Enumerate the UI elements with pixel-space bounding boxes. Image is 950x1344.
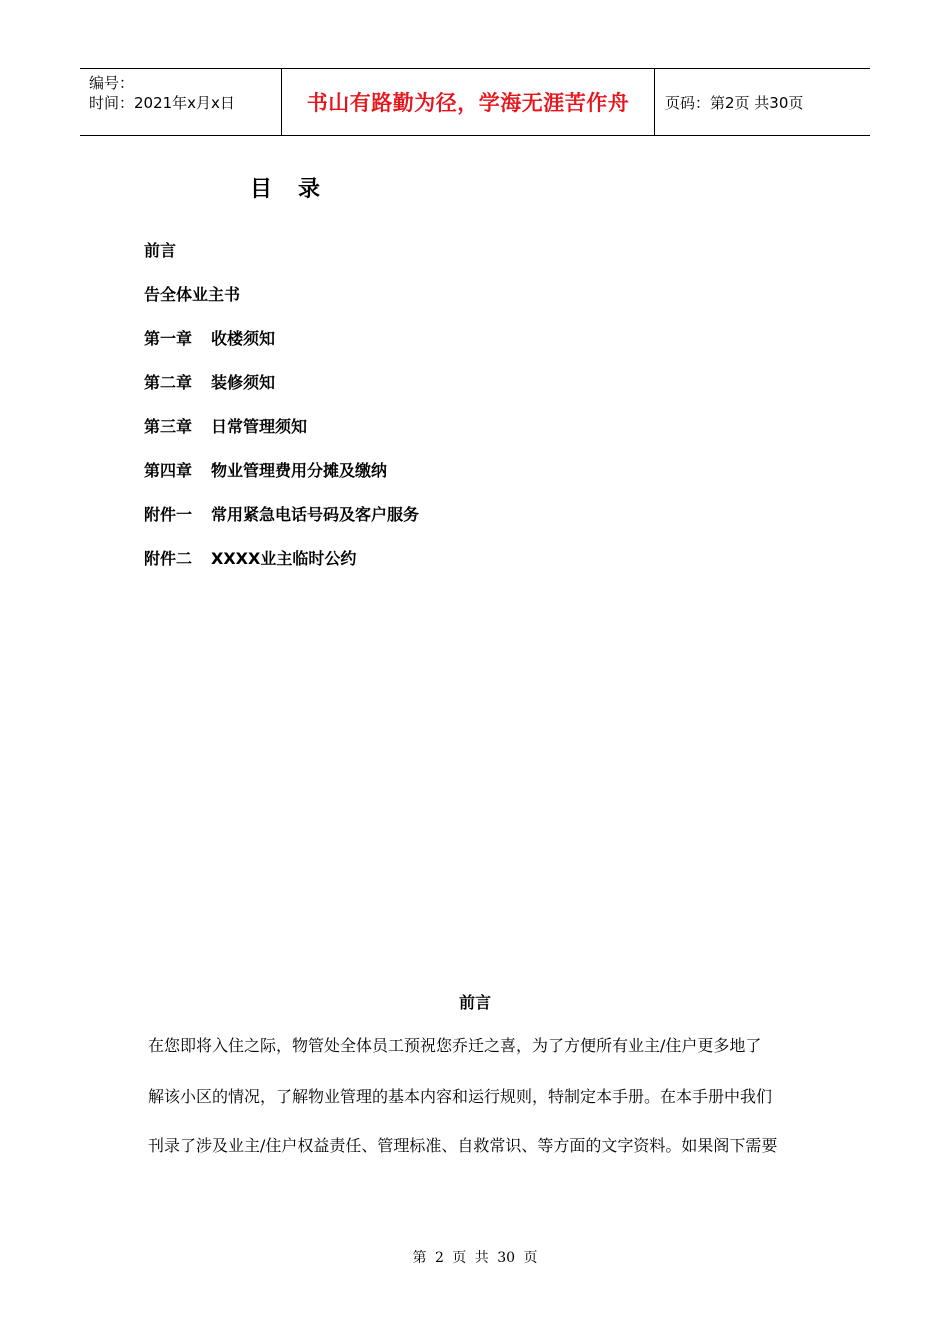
toc-item-chapter: 第四章 — [144, 461, 193, 480]
toc-title: 目录 — [250, 177, 347, 202]
toc-item-title: 日常管理须知 — [211, 417, 308, 436]
toc-item[interactable] — [144, 326, 275, 349]
page-footer: 第 2 页 共 30 页 — [412, 1250, 538, 1266]
header-motto-cell — [282, 69, 655, 135]
toc-item[interactable] — [144, 238, 176, 261]
toc-item[interactable] — [144, 502, 419, 525]
preface-title: 前言 — [458, 993, 491, 1012]
toc-item-title: 收楼须知 — [211, 329, 276, 348]
toc-item[interactable] — [144, 414, 307, 437]
toc-item-chapter: 附件一 — [144, 505, 193, 524]
header-motto: 书山有路勤为径，学海无涯苦作舟 — [306, 91, 630, 115]
page-header — [80, 68, 870, 136]
preface-paragraph-line: 在您即将入住之际，物管处全体员工预祝您乔迁之喜，为了方便所有业主/住户更多地了 — [148, 1036, 762, 1055]
toc-item-chapter: 告全体业主书 — [144, 285, 241, 304]
toc-item[interactable] — [144, 282, 240, 305]
toc-item-chapter: 附件二 — [144, 549, 193, 568]
toc-item-title: 常用紧急电话号码及客户服务 — [211, 505, 420, 524]
header-meta — [80, 69, 282, 135]
toc-item[interactable] — [144, 458, 387, 481]
toc-item-title: 装修须知 — [211, 373, 276, 392]
toc-item[interactable] — [144, 546, 356, 569]
document-date-label: 时间：2021年x月x日 — [89, 94, 235, 112]
document-number-label: 编号： — [89, 74, 135, 92]
header-page-info-cell — [655, 69, 870, 135]
toc-item-chapter: 前言 — [144, 241, 177, 260]
preface-paragraph-line: 解该小区的情况，了解物业管理的基本内容和运行规则，特制定本手册。在本手册中我们 — [148, 1087, 773, 1106]
toc-item-chapter: 第一章 — [144, 329, 193, 348]
toc-item-chapter: 第二章 — [144, 373, 193, 392]
toc-item-title: 物业管理费用分摊及缴纳 — [211, 461, 388, 480]
toc-item-title: XXXX业主临时公约 — [211, 549, 357, 568]
preface-paragraph-line: 刊录了涉及业主/住户权益责任、管理标准、自救常识、等方面的文字资料。如果阁下需要 — [148, 1136, 778, 1155]
toc-item-chapter: 第三章 — [144, 417, 193, 436]
header-page-info: 页码：第2页 共30页 — [665, 93, 804, 112]
toc-item[interactable] — [144, 370, 275, 393]
